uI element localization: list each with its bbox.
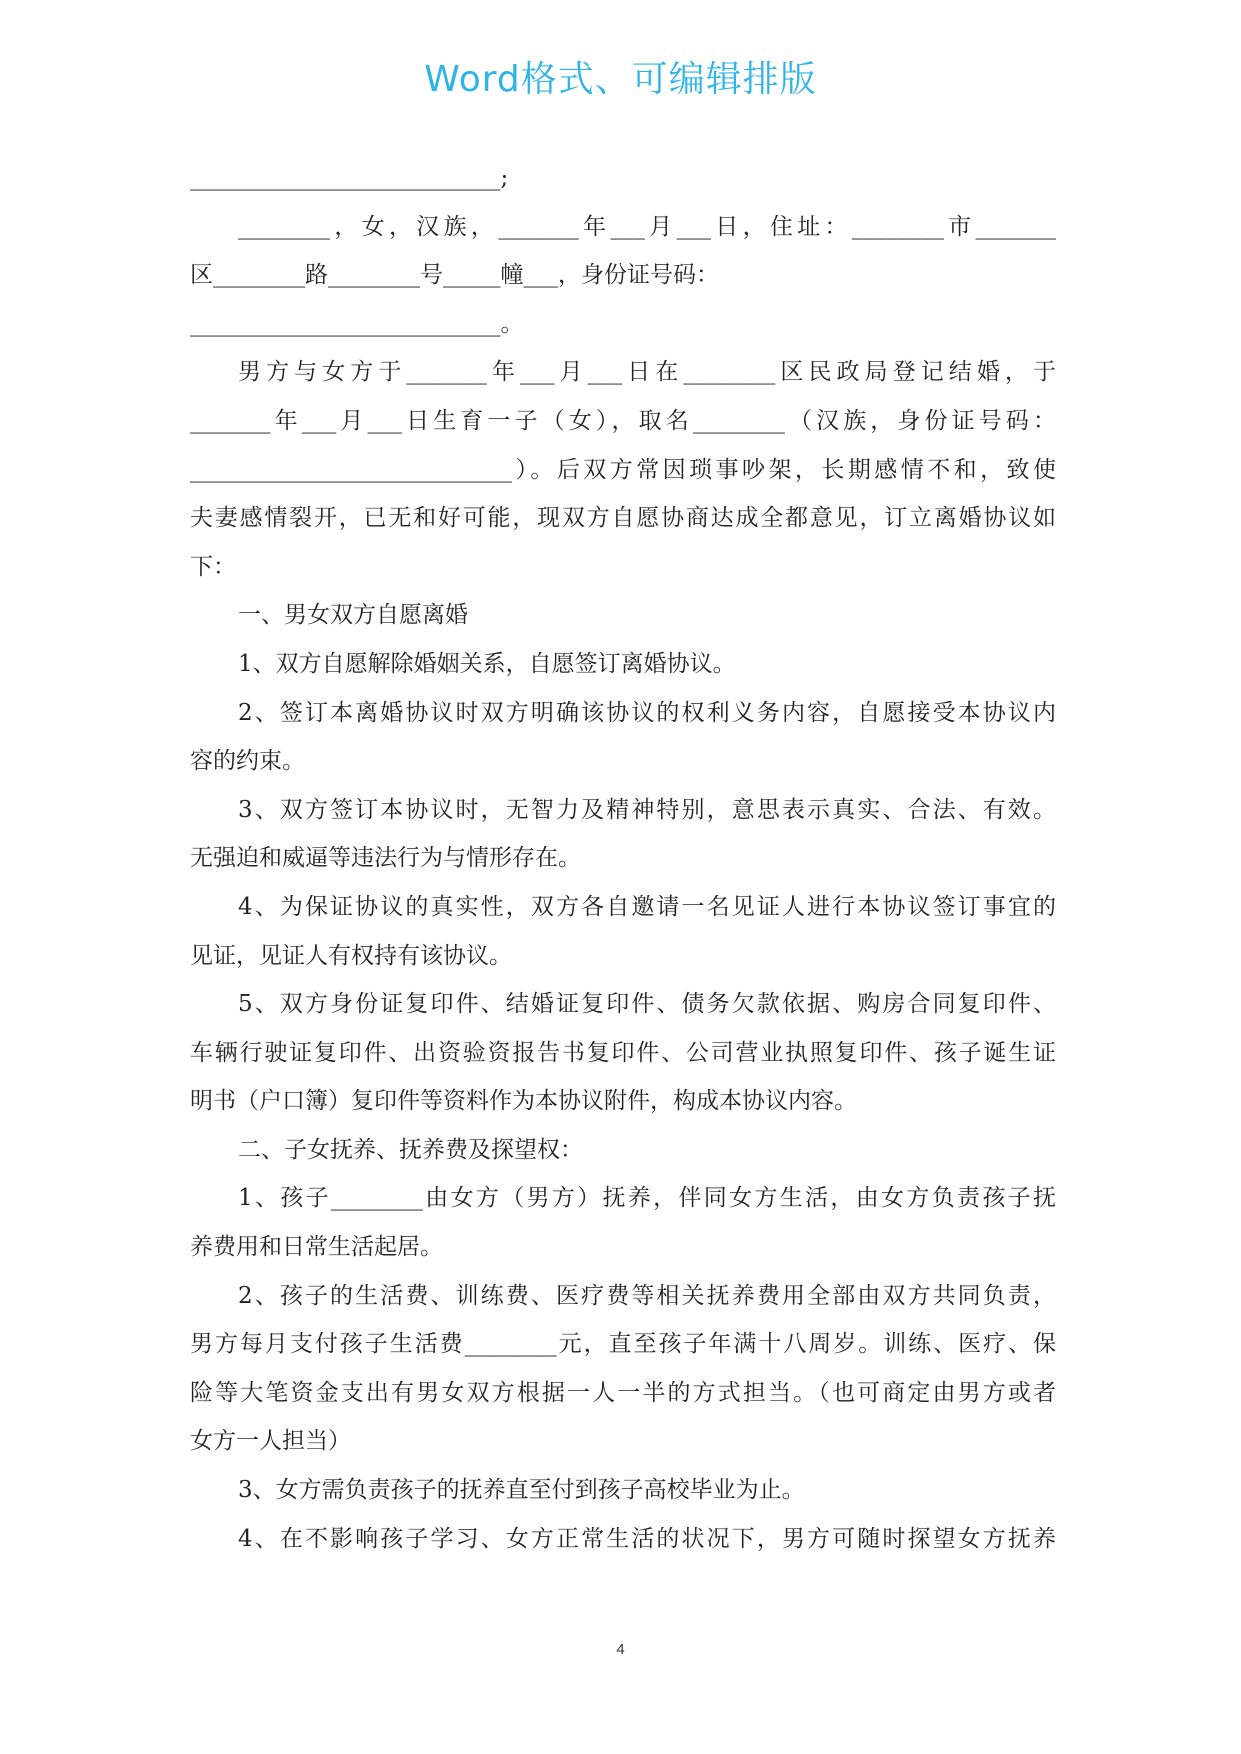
text-line: 养费用和日常生活起居。: [190, 1234, 443, 1261]
text-line: 区________路________号_____幢___，身份证号码：: [190, 262, 719, 289]
text-line: 4、为保证协议的真实性，双方各自邀请一名见证人进行本协议签订事宜的: [238, 893, 1056, 920]
text-line: ________，女，汉族，_______年___月___日，住址：________市_______: [238, 213, 1056, 240]
text-line: 3、女方需负责孩子的抚养直至付到孩子高校毕业为止。: [238, 1477, 805, 1504]
page-number: 4: [616, 1641, 625, 1658]
text-line: 见证，见证人有权持有该协议。: [190, 942, 512, 969]
document-body: [190, 154, 1056, 1563]
text-line: 1、双方自愿解除婚姻关系，自愿签订离婚协议。: [238, 650, 736, 677]
text-line: 男方与女方于_______年___月___日在________区民政局登记结婚，于: [238, 359, 1056, 386]
text-line: 2、签订本离婚协议时双方明确该协议的权利义务内容，自愿接受本协议内: [238, 699, 1056, 726]
text-line: 夫妻感情裂开，已无和好可能，现双方自愿协商达成全都意见，订立离婚协议如: [190, 505, 1056, 532]
text-line: 无强迫和威逼等违法行为与情形存在。: [190, 845, 581, 872]
text-line: 男方每月支付孩子生活费________元，直至孩子年满十八周岁。训练、医疗、保: [190, 1331, 1056, 1358]
text-line: 下：: [190, 553, 236, 580]
text-line: _______年___月___日生育一子（女），取名________（汉族，身份证号码：: [190, 407, 1056, 434]
text-line: ____________________________）。后双方常因琐事吵架，长期感情不和，致使: [190, 456, 1056, 483]
text-line: 车辆行驶证复印件、出资验资报告书复印件、公司营业执照复印件、孩子诞生证: [190, 1039, 1056, 1066]
text-line: 一、男女双方自愿离婚: [238, 602, 468, 629]
text-line: 容的约束。: [190, 748, 305, 775]
text-line: ___________________________。: [190, 310, 524, 337]
text-line: 明书（户口簿）复印件等资料作为本协议附件，构成本协议内容。: [190, 1088, 857, 1115]
text-line: 1、孩子________由女方（男方）抚养，伴同女方生活，由女方负责孩子抚: [238, 1185, 1056, 1212]
text-line: ___________________________;: [190, 165, 509, 191]
text-line: 5、双方身份证复印件、结婚证复印件、债务欠款依据、购房合同复印件、: [238, 991, 1056, 1018]
text-line: 4、在不影响孩子学习、女方正常生活的状况下，男方可随时探望女方抚养: [238, 1525, 1056, 1552]
text-line: 险等大笔资金支出有男女双方根据一人一半的方式担当。（也可商定由男方或者: [190, 1379, 1056, 1406]
page-header-title: Word格式、可编辑排版: [424, 59, 817, 100]
text-line: 2、孩子的生活费、训练费、医疗费等相关抚养费用全部由双方共同负责，: [238, 1282, 1056, 1309]
text-line: 二、子女抚养、抚养费及探望权：: [238, 1136, 583, 1163]
text-line: 女方一人担当）: [190, 1428, 351, 1455]
text-line: 3、双方签订本协议时，无智力及精神特别，意思表示真实、合法、有效。: [238, 796, 1056, 823]
